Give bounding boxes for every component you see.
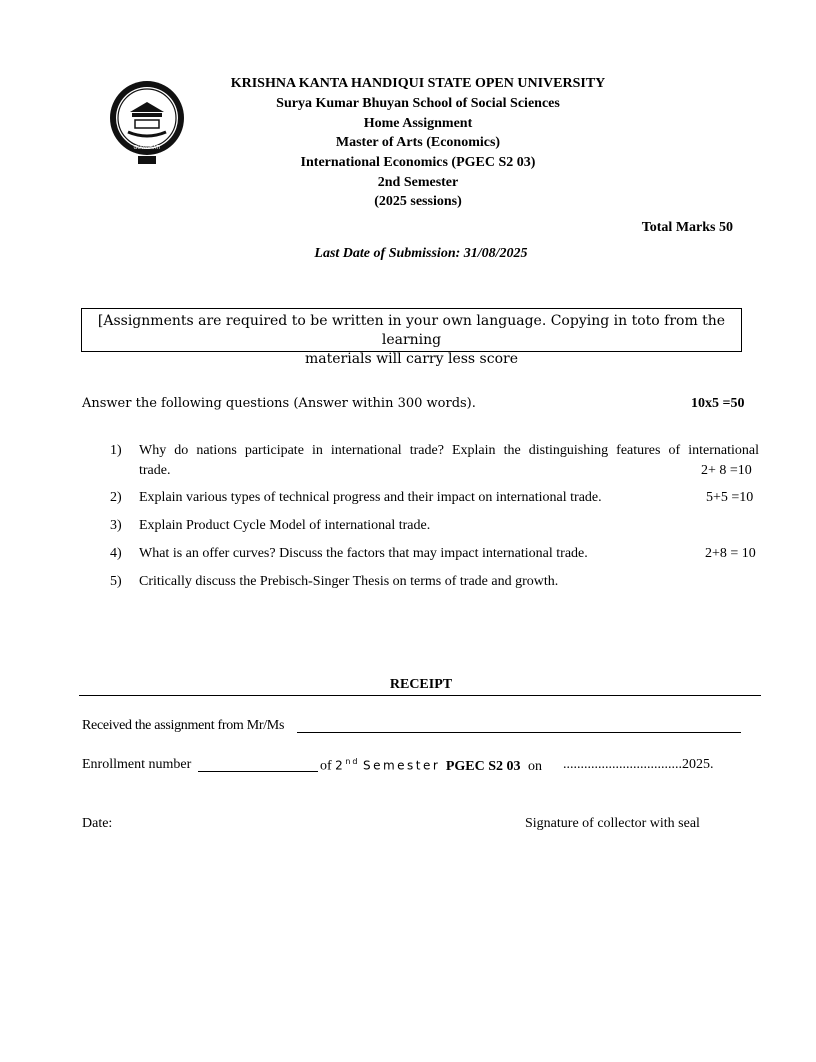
question-3-number: 3) (110, 518, 122, 533)
semester-word: Semester (362, 758, 441, 773)
semester: 2nd Semester (377, 175, 459, 190)
notice-box (81, 308, 742, 367)
question-4-marks: 2+8 = 10 (705, 546, 756, 561)
question-2-marks: 5+5 =10 (706, 490, 754, 505)
of-label: of (320, 758, 332, 774)
course-name: International Economics (PGEC S2 03) (300, 155, 536, 170)
session: (2025 sessions) (374, 194, 462, 209)
question-5-number: 5) (110, 574, 122, 589)
enrollment-label: Enrollment number (82, 757, 192, 772)
question-4-text: What is an offer curves? Discuss the factors that may impact international trade. (139, 546, 588, 561)
question-1-text-cont: trade. (139, 463, 171, 478)
receipt-title: RECEIPT (389, 677, 453, 692)
question-4-number: 4) (110, 546, 122, 561)
semester-number: 2 (335, 758, 346, 773)
question-3-text: Explain Product Cycle Model of international trade. (139, 518, 431, 533)
question-2-text: Explain various types of technical progress and their impact on international trade. (139, 490, 602, 505)
receipt-course-code: PGEC S2 03 (445, 758, 521, 774)
total-marks: Total Marks 50 (641, 220, 733, 235)
on-label: on (528, 758, 543, 774)
notice-line-2: materials will carry less score (305, 351, 518, 367)
question-2-number: 2) (110, 490, 122, 505)
receipt-divider (79, 695, 761, 696)
notice-line-1: [Assignments are required to be written in your own language. Copying in toto from the learning (97, 313, 726, 348)
university-name: KRISHNA KANTA HANDIQUI STATE OPEN UNIVERSITY (230, 76, 606, 91)
signature-label: Signature of collector with seal (525, 816, 700, 831)
instructions-text: Answer the following questions (Answer within 300 words). (82, 396, 476, 411)
date-label: Date: (82, 816, 113, 831)
received-from-label: Received the assignment from Mr/Ms (82, 718, 285, 733)
received-from-blank (297, 732, 741, 733)
school-name: Surya Kumar Bhuyan School of Social Sciences (276, 96, 560, 111)
instructions-marks: 10x5 =50 (691, 396, 745, 411)
assignment-type: Home Assignment (363, 116, 473, 131)
question-1-text: Why do nations participate in international trade? Explain the distinguishing features of international (139, 443, 759, 458)
question-1-marks: 2+ 8 =10 (701, 463, 752, 478)
question-5-text: Critically discuss the Prebisch-Singer Thesis on terms of trade and growth. (139, 574, 559, 589)
date-year-dots: ..................................2025. (563, 757, 714, 772)
logo-label: GUWAHATI (133, 145, 161, 151)
semester-suffix: nd (345, 757, 360, 766)
enrollment-semester-line (320, 757, 542, 775)
enrollment-blank (198, 771, 318, 772)
programme-name: Master of Arts (Economics) (335, 135, 501, 150)
last-submission-date: Last Date of Submission: 31/08/2025 (314, 246, 528, 261)
question-1-number: 1) (110, 443, 122, 458)
